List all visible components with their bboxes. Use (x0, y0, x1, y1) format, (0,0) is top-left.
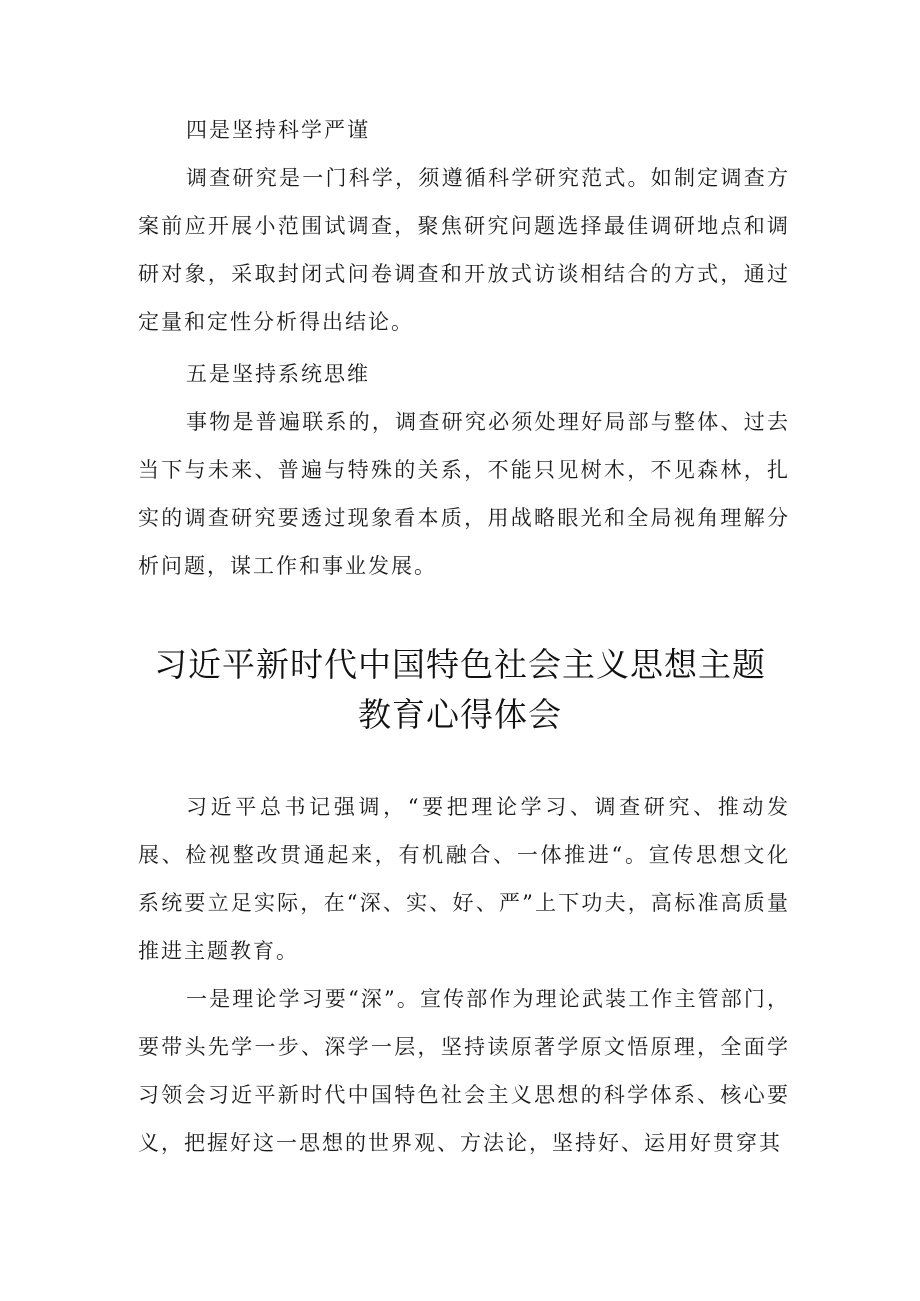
article-title-line-2: 教育心得体会 (358, 695, 562, 734)
section-five-body: 事物是普遍联系的，调查研究必须处理好局部与整体、过去当下与未来、普遍与特殊的关系，不能只见树木，不见森林，扎实的调查研究要透过现象看本质，用战略眼光和全局视角理解分析问题，谋工作和事业发展。 (138, 410, 790, 578)
section-four-heading: 四是坚持科学严谨 (186, 118, 370, 142)
article-point-one-paragraph: 一是理论学习要“深”。宣传部作为理论武装工作主管部门，要带头先学一步、深学一层，坚持读原著学原文悟原理，全面学习领会习近平新时代中国特色社会主义思想的科学体系、核心要义，把握好这一思想的世界观、方法论，坚持好、运用好贯穿其 (138, 987, 790, 1155)
section-four (138, 106, 790, 346)
section-five-heading: 五是坚持系统思维 (186, 362, 370, 386)
article-body (138, 783, 790, 1167)
article-intro-paragraph: 习近平总书记强调，“要把理论学习、调查研究、推动发展、检视整改贯通起来，有机融合、一体推进“。宣传思想文化系统要立足实际，在“深、实、好、严”上下功夫，高标准高质量推进主题教育。 (138, 795, 790, 963)
article-title-line-1: 习近平新时代中国特色社会主义思想主题 (154, 645, 766, 684)
section-four-body: 调查研究是一门科学，须遵循科学研究范式。如制定调查方案前应开展小范围试调查，聚焦研究问题选择最佳调研地点和调研对象，采取封闭式问卷调查和开放式访谈相结合的方式，通过定量和定性分析得出结论。 (138, 166, 790, 334)
section-five (138, 350, 790, 590)
